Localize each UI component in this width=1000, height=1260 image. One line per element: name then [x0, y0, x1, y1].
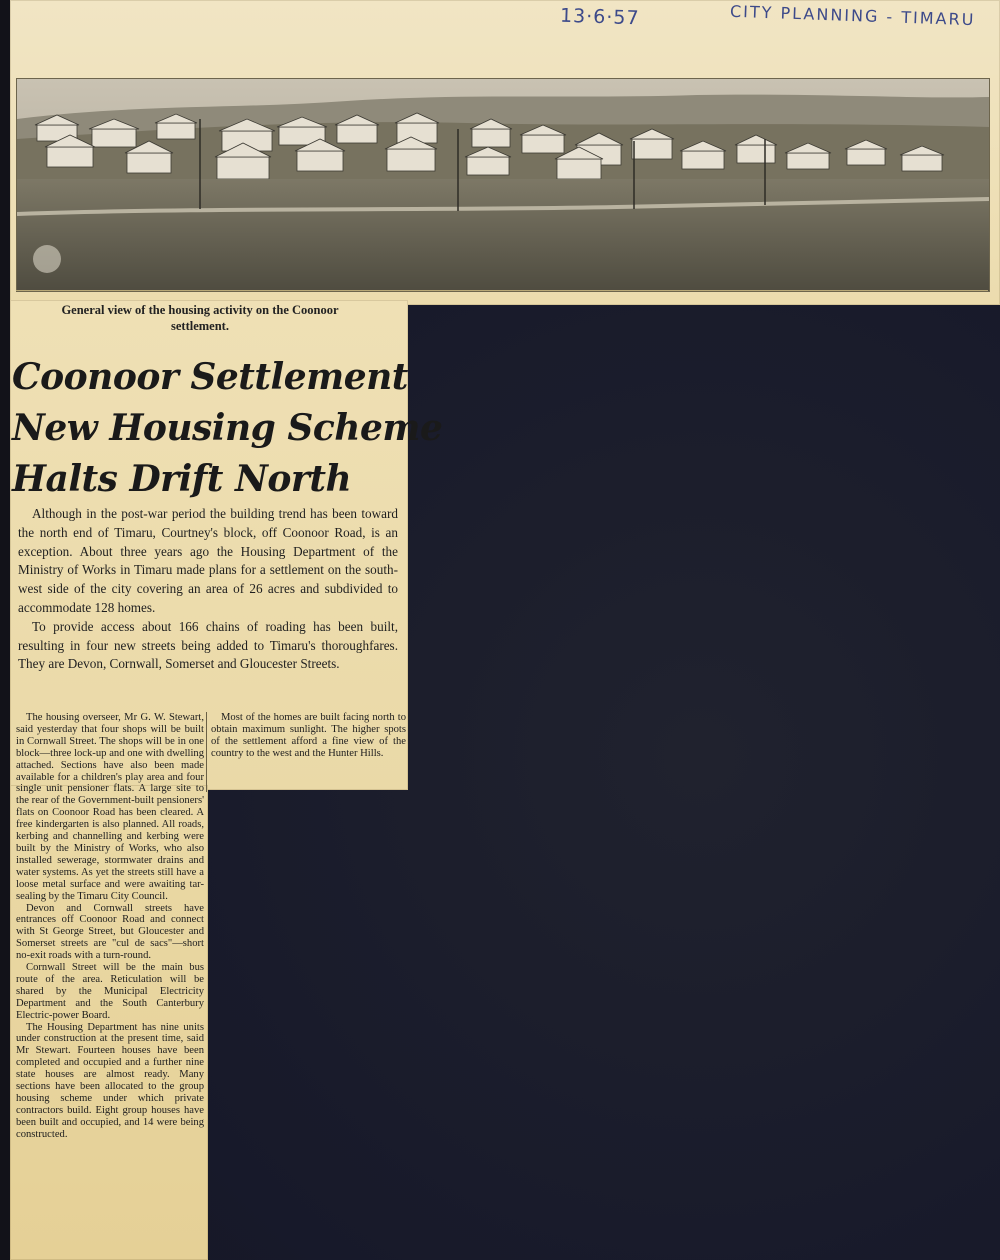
article-intro — [18, 505, 398, 674]
headline-line-1: Coonoor Settlement — [12, 356, 408, 398]
article-column-right — [211, 712, 406, 760]
article-column-left — [16, 712, 204, 1141]
handwritten-date: 13·6·57 — [559, 4, 640, 30]
body-paragraph: The Housing Department has nine units under construction at the present time, said Mr Stewart. Fourteen houses have been completed and occupied and a further nine state houses are almost ready. Many sections have been allocated to the group housing scheme under which private contractors build. Eight group houses have been built and occupied, and 14 were being constructed. — [16, 1021, 204, 1140]
body-paragraph: The housing overseer, Mr G. W. Stewart, said yesterday that four shops will be built in Cornwall Street. The shops will be in one block—three lock-up and one with dwelling attached. Sections have also been made available for a children's play area and four single unit pensioner flats. A large site to the rear of the Government-built pensioners' flats on Coonoor Road has been cleared. A free kindergarten is also planned. All roads, kerbing and channelling and kerbing were built by the Ministry of Works, who also installed sewerage, stormwater drains and water systems. As yet the streets still have a loose metal surface and were awaiting tar-sealing by the Timaru City Council. — [16, 712, 204, 902]
intro-paragraph: Although in the post-war period the building trend has been toward the north end of Timaru, Courtney's block, off Coonoor Road, is an exception. About three years ago the Housing Department of the Ministry of Works in Timaru made plans for a settlement on the south-west side of the city covering an area of 26 acres and subdivided to accommodate 128 homes. — [18, 506, 398, 615]
body-paragraph: Most of the homes are built facing north to obtain maximum sunlight. The higher spots of the settlement afford a fine view of the country to the west and the Hunter Hills. — [211, 712, 406, 759]
housing-photo — [16, 78, 990, 292]
intro-paragraph: To provide access about 166 chains of roading has been built, resulting in four new streets being added to Timaru's thoroughfares. They are Devon, Cornwall, Somerset and Gloucester Streets. — [18, 618, 398, 672]
handwritten-subject: CITY PLANNING - TIMARU — [729, 1, 976, 30]
photo-border — [16, 290, 988, 291]
body-paragraph: Devon and Cornwall streets have entrances off Coonoor Road and connect with St George Street, but Gloucester and Somerset streets are "cul de sacs"—short no-exit roads with a turn-round. — [16, 902, 204, 962]
photo-caption: General view of the housing activity on the Coonoor settlement. — [61, 303, 339, 333]
body-paragraph: Cornwall Street will be the main bus route of the area. Reticulation will be shared by the Municipal Electricity Department and the South Canterbury Electric-power Board. — [16, 962, 204, 1021]
column-divider — [206, 712, 207, 792]
landscape-photo-icon — [17, 79, 989, 291]
headline-line-3: Halts Drift North — [12, 458, 352, 500]
headline-line-2: New Housing Scheme — [12, 407, 443, 449]
article-headline — [12, 352, 443, 505]
